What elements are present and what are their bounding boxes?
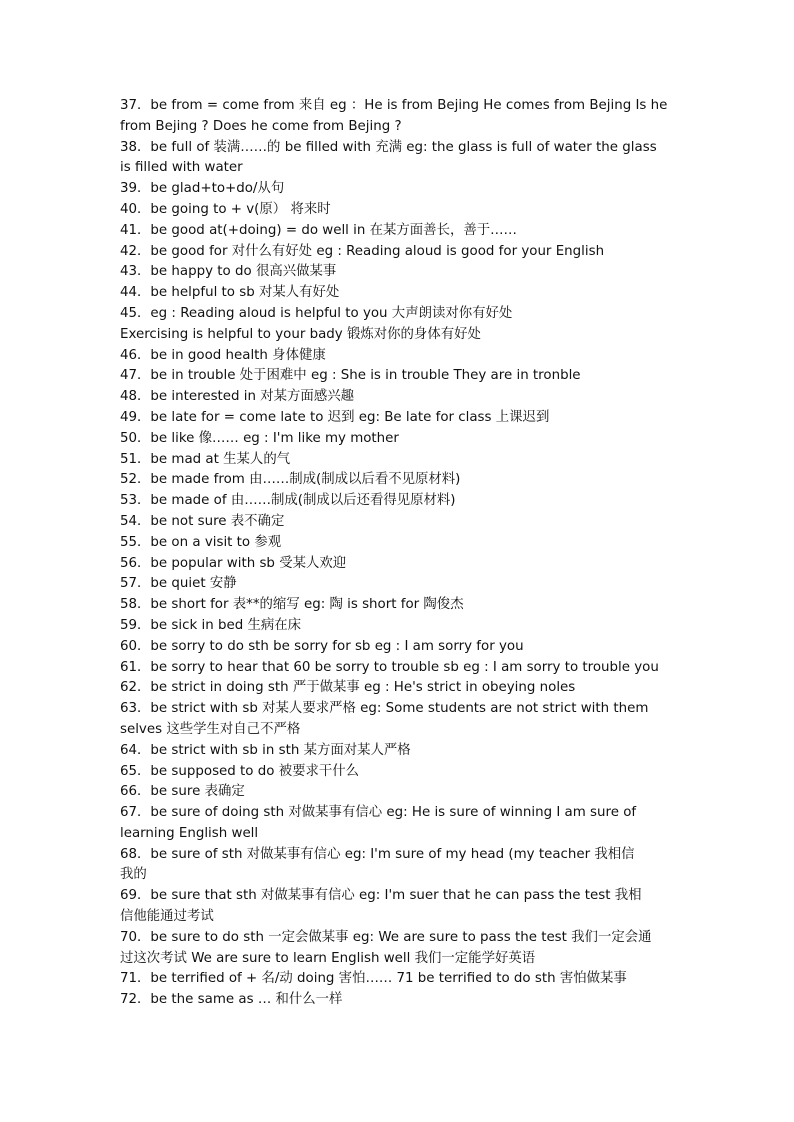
text-line: 38．be full of 装满……的 be filled with 充满 eg: the glass is full of water the glass <box>120 139 657 155</box>
text-line: 56．be popular with sb 受某人欢迎 <box>120 555 347 571</box>
text-line: 37．be from = come from 来自 eg ：He is from Bejing He comes from Bejing Is he <box>120 98 668 113</box>
text-line: 41．be good at(+doing) = do well in 在某方面善长，善于…… <box>120 222 517 238</box>
text-line: 49．be late for = come late to 迟到 eg: Be late for class 上课迟到 <box>120 409 550 425</box>
text-line: 65．be supposed to do 被要求干什么 <box>120 763 360 779</box>
text-line: 45．eg : Reading aloud is helpful to you 大声朗读对你有好处 <box>120 305 513 321</box>
text-line: 67．be sure of doing sth 对做某事有信心 eg: He is sure of winning I am sure of <box>120 805 637 821</box>
text-line: 50．be like 像…… eg : I'm like my mother <box>120 430 399 446</box>
text-line: 47．be in trouble 处于困难中 eg : She is in trouble They are in tronble <box>120 368 581 384</box>
text-line: 信他能通过考试 <box>120 909 214 925</box>
text-line: 48．be interested in 对某方面感兴趣 <box>120 389 354 405</box>
text-line: 51．be mad at 生某人的气 <box>120 451 291 467</box>
text-line: 71．be terrified of + 名/动 doing 害怕…… 71 be terrified to do sth 害怕做某事 <box>120 971 627 987</box>
text-line: 66．be sure 表确定 <box>120 784 245 800</box>
text-line: 69．be sure that sth 对做某事有信心 eg: I'm suer that he can pass the test 我相 <box>120 888 642 904</box>
text-line: 60．be sorry to do sth be sorry for sb eg : I am sorry for you <box>120 638 524 654</box>
text-line: 46．be in good health 身体健康 <box>120 347 326 363</box>
text-line: 44．be helpful to sb 对某人有好处 <box>120 285 340 301</box>
text-line: 43．be happy to do 很高兴做某事 <box>120 264 337 280</box>
text-line: 62．be strict in doing sth 严于做某事 eg : He's strict in obeying noles <box>120 680 576 696</box>
text-line: from Bejing ? Does he come from Bejing ? <box>120 118 402 134</box>
text-line: 54．be not sure 表不确定 <box>120 513 285 529</box>
text-line: 40．be going to + v(原） 将来时 <box>120 201 331 217</box>
text-line: 57．be quiet 安静 <box>120 576 237 592</box>
text-line: 59．be sick in bed 生病在床 <box>120 617 302 633</box>
text-line: 58．be short for 表**的缩写 eg: 陶 is short for 陶俊杰 <box>120 597 464 613</box>
text-line: 63．be strict with sb 对某人要求严格 eg: Some students are not strict with them <box>120 701 649 717</box>
text-line: 53．be made of 由……制成(制成以后还看得见原材料) <box>120 493 456 509</box>
text-line: 52．be made from 由……制成(制成以后看不见原材料) <box>120 472 461 488</box>
vocabulary-list <box>120 96 680 1011</box>
text-line: 39．be glad+to+do/从句 <box>120 181 285 197</box>
text-line: learning English well <box>120 825 259 841</box>
text-line: Exercising is helpful to your bady 锻炼对你的身体有好处 <box>120 326 481 342</box>
text-line: is filled with water <box>120 160 243 176</box>
text-line: 我的 <box>120 867 147 883</box>
text-line: 42．be good for 对什么有好处 eg : Reading aloud is good for your English <box>120 243 605 259</box>
text-line: 68．be sure of sth 对做某事有信心 eg: I'm sure of my head (my teacher 我相信 <box>120 846 635 862</box>
text-line: 70．be sure to do sth 一定会做某事 eg: We are sure to pass the test 我们一定会通 <box>120 929 652 945</box>
text-line: 64．be strict with sb in sth 某方面对某人严格 <box>120 742 411 758</box>
text-line: selves 这些学生对自己不严格 <box>120 721 301 737</box>
text-line: 61．be sorry to hear that 60 be sorry to trouble sb eg : I am sorry to trouble you <box>120 659 659 675</box>
text-line: 55．be on a visit to 参观 <box>120 534 282 550</box>
text-line: 过这次考试 We are sure to learn English well 我们一定能学好英语 <box>120 950 536 966</box>
text-line: 72．be the same as … 和什么一样 <box>120 992 343 1008</box>
